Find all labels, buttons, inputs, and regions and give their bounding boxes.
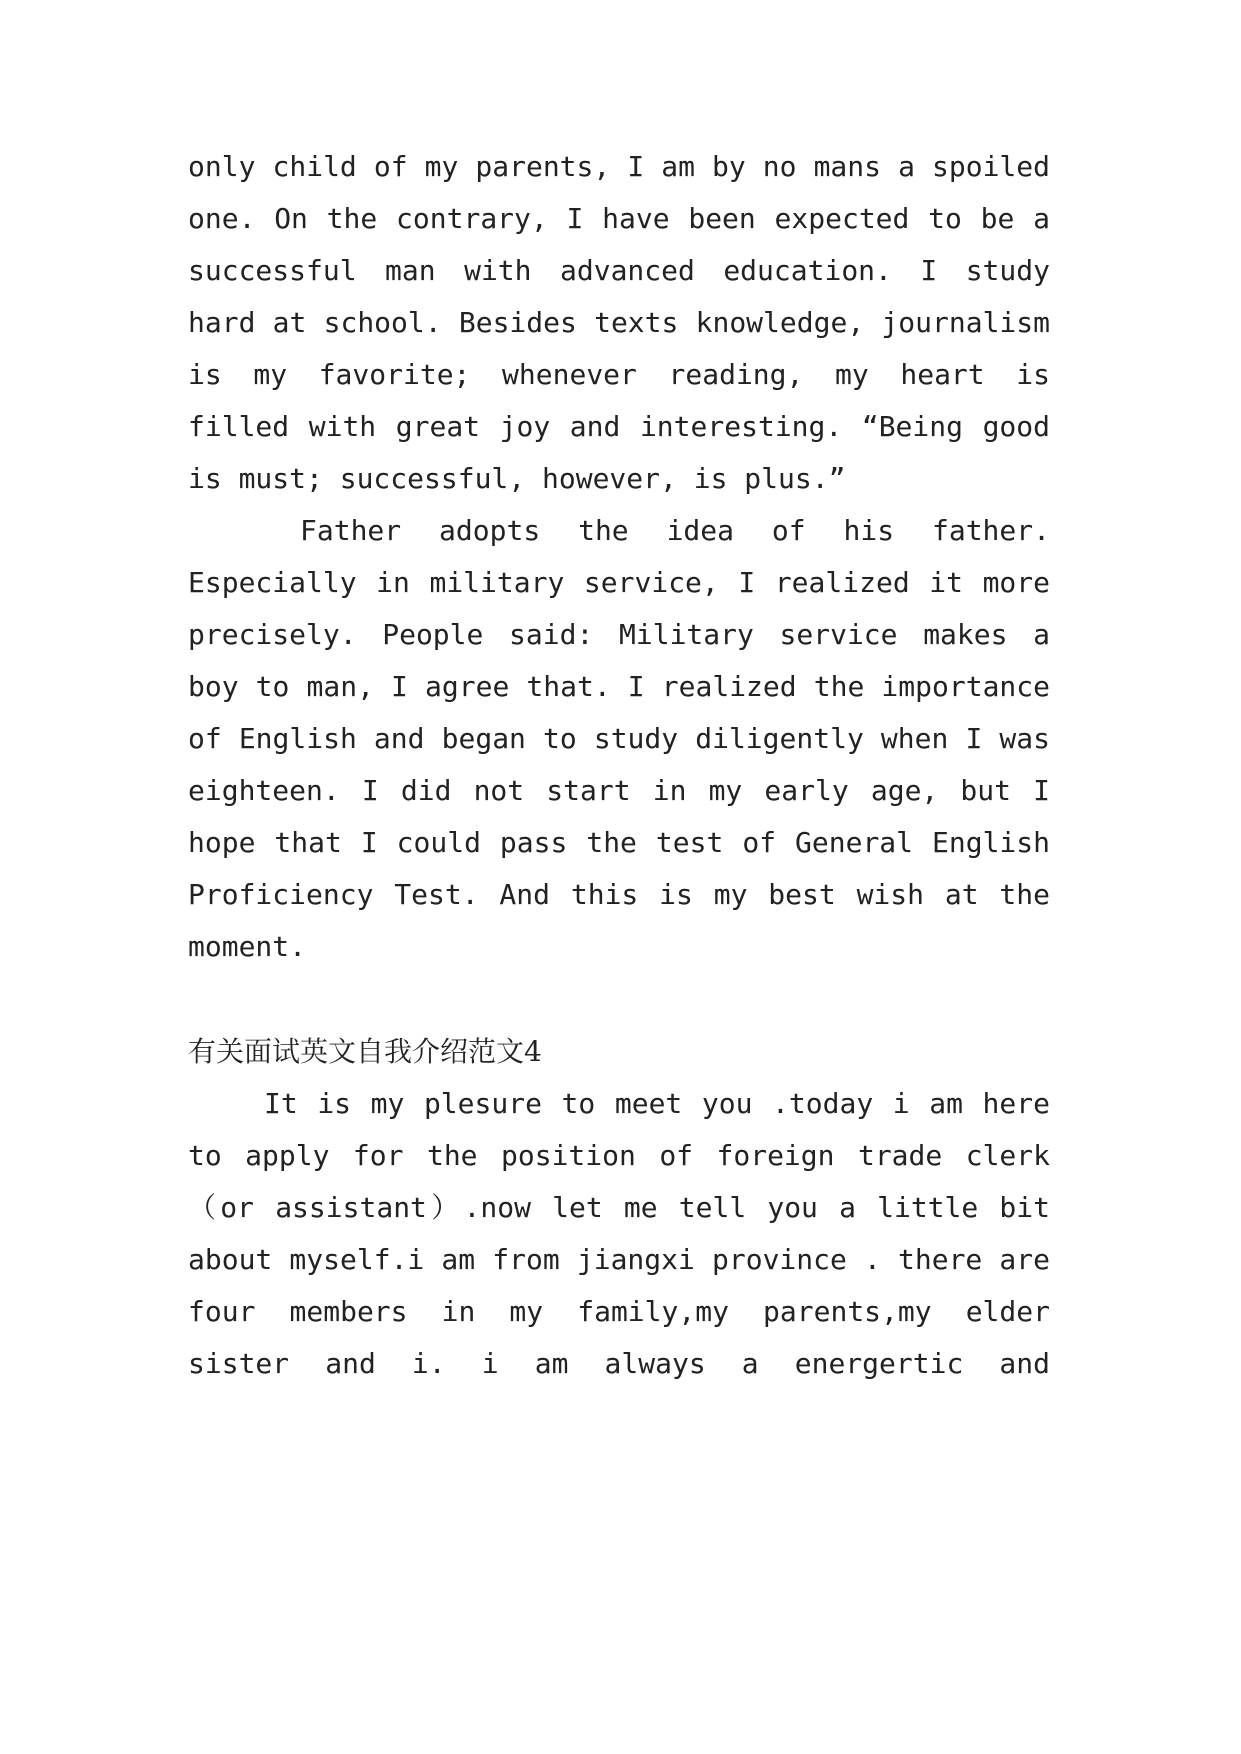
text-line: precisely. People said: Military service makes a: [188, 618, 1050, 651]
text-line: to apply for the position of foreign trade clerk: [188, 1139, 1050, 1172]
text-line: （or assistant）.now let me tell you a little bit: [188, 1191, 1050, 1224]
text-line: Father adopts the idea of his father.: [300, 514, 1050, 547]
text-line: is must; successful, however, is plus.”: [188, 462, 846, 495]
text-line: sister and i. i am always a energertic and: [188, 1347, 1050, 1380]
text-line: of English and began to study diligently when I was: [188, 722, 1050, 755]
text-line: only child of my parents, I am by no mans a spoiled: [188, 150, 1050, 183]
text-line: hope that I could pass the test of General English: [188, 826, 1050, 859]
text-line: one. On the contrary, I have been expected to be a: [188, 202, 1050, 235]
text-line: eighteen. I did not start in my early age, but I: [188, 774, 1050, 807]
text-line: moment.: [188, 930, 307, 963]
text-line: four members in my family,my parents,my elder: [188, 1295, 1050, 1328]
text-line: hard at school. Besides texts knowledge, journalism: [188, 306, 1050, 339]
text-line: successful man with advanced education. I study: [188, 254, 1050, 287]
text-line: It is my plesure to meet you .today i am here: [264, 1087, 1050, 1120]
text-line: Proficiency Test. And this is my best wish at the: [188, 878, 1050, 911]
text-line: boy to man, I agree that. I realized the importance: [188, 670, 1050, 703]
text-line: about myself.i am from jiangxi province . there are: [188, 1243, 1050, 1276]
text-line: filled with great joy and interesting. “Being good: [188, 410, 1050, 443]
section-heading: 有关面试英文自我介绍范文4: [188, 1035, 542, 1068]
text-line: is my favorite; whenever reading, my heart is: [188, 358, 1050, 391]
text-line: Especially in military service, I realized it more: [188, 566, 1050, 599]
